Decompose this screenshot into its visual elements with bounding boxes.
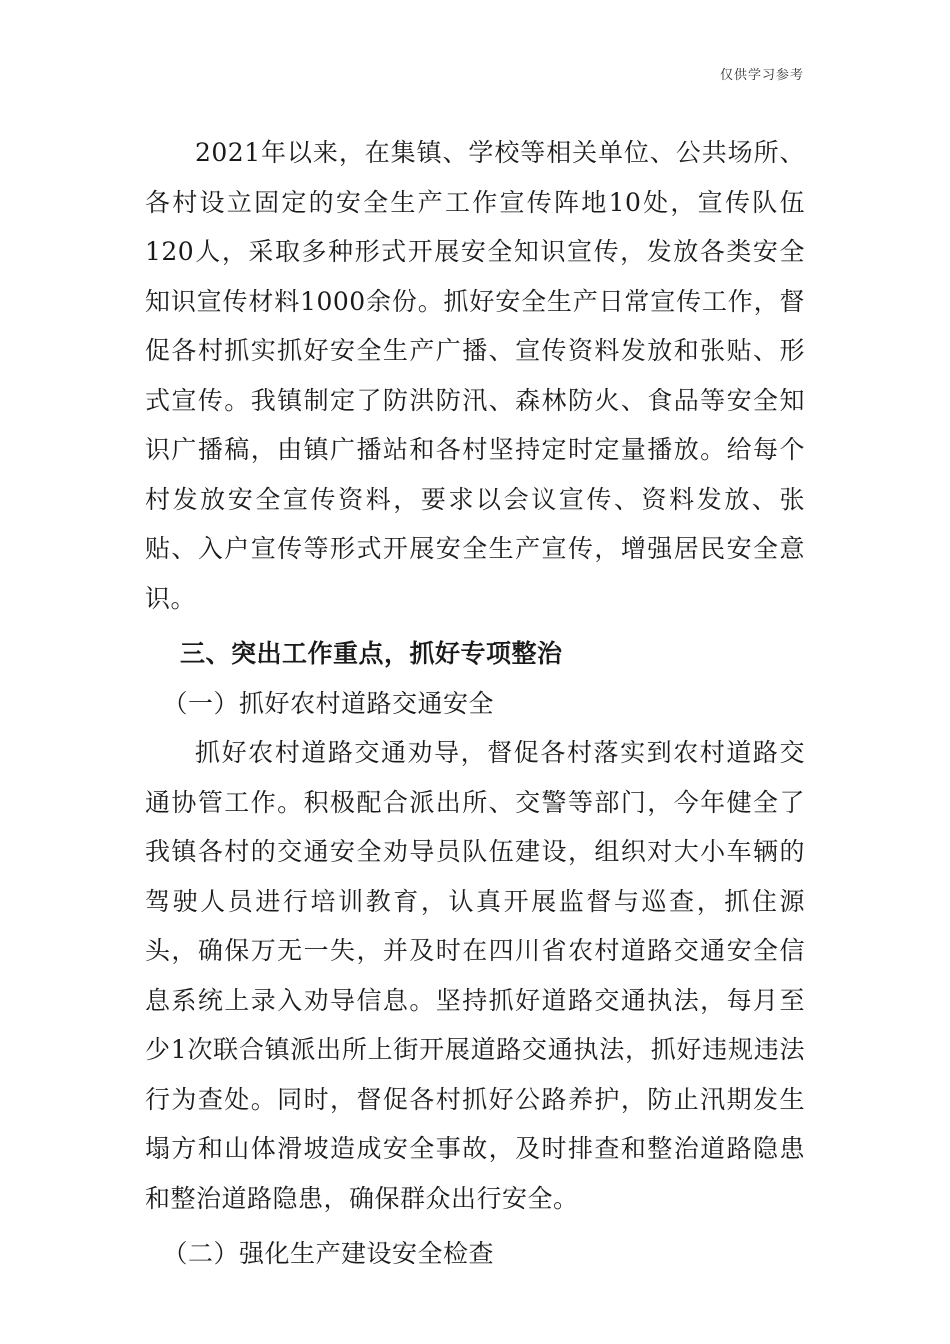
section-heading-3: 三、突出工作重点，抓好专项整治: [180, 639, 563, 668]
subsection-heading-1: （一）抓好农村道路交通安全: [162, 688, 495, 718]
document-body: [145, 128, 805, 1279]
paragraph-road-safety: 抓好农村道路交通劝导，督促各村落实到农村道路交通协管工作。积极配合派出所、交警等部门，今年健全了我镇各村的交通安全劝导员队伍建设，组织对大小车辆的驾驶人员进行培训教育，认真开展监督与巡查，抓住源头，确保万无一失，并及时在四川省农村道路交通安全信息系统上录入劝导信息。坚持抓好道路交通执法，每月至少1次联合镇派出所上街开展道路交通执法，抓好违规违法行为查处。同时，督促各村抓好公路养护，防止汛期发生塌方和山体滑坡造成安全事故，及时排查和整治道路隐患和整治道路隐患，确保群众出行安全。: [145, 738, 805, 1213]
header-note: 仅供学习参考: [719, 68, 804, 83]
paragraph-publicity: 2021年以来，在集镇、学校等相关单位、公共场所、各村设立固定的安全生产工作宣传阵地10处，宣传队伍120人，采取多种形式开展安全知识宣传，发放各类安全知识宣传材料1000余份。抓好安全生产日常宣传工作，督促各村抓实抓好安全生产广播、宣传资料发放和张贴、形式宣传。我镇制定了防洪防汛、森林防火、食品等安全知识广播稿，由镇广播站和各村坚持定时定量播放。给每个村发放安全宣传资料，要求以会议宣传、资料发放、张贴、入户宣传等形式开展安全生产宣传，增强居民安全意识。: [145, 138, 805, 613]
subsection-heading-2: （二）强化生产建设安全检查: [162, 1239, 495, 1268]
